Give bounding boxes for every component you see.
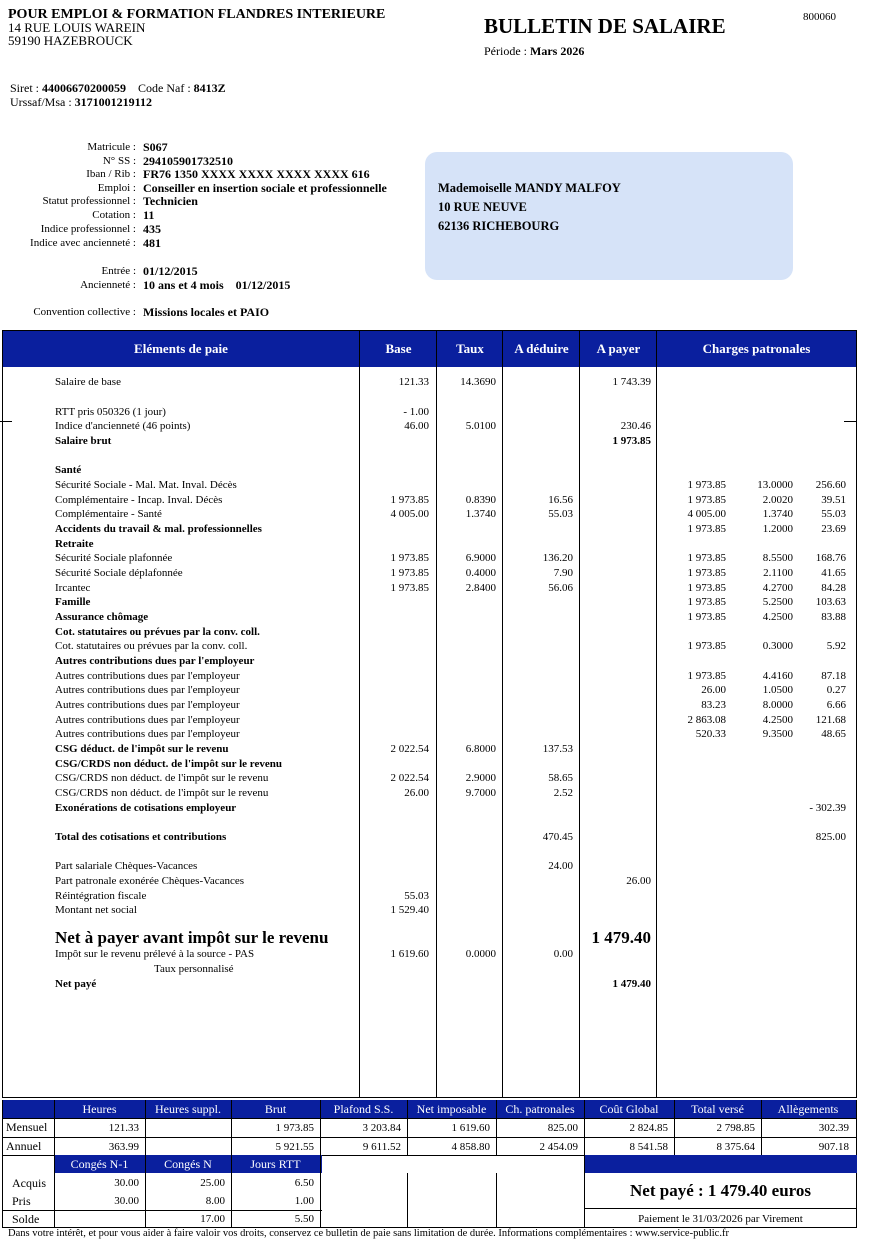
row-charge-montant: 103.63 bbox=[815, 596, 846, 608]
table-row bbox=[3, 639, 856, 653]
field-value: Technicien bbox=[143, 194, 198, 208]
period-label: Période : bbox=[484, 44, 527, 58]
row-label: Assurance chômage bbox=[55, 611, 149, 623]
row-label: Réintégration fiscale bbox=[55, 890, 147, 902]
header-payer: A payer bbox=[596, 341, 641, 356]
table-row bbox=[3, 669, 856, 683]
recipient-city: 62136 RICHEBOURG bbox=[438, 219, 560, 233]
row-taux: 9.7000 bbox=[465, 787, 496, 799]
header-taux: Taux bbox=[456, 341, 484, 356]
row-base: 2 022.54 bbox=[390, 772, 429, 784]
row-charge-montant: 55.03 bbox=[821, 508, 846, 520]
row-deduire: 0.00 bbox=[553, 948, 573, 960]
header-charges: Charges patronales bbox=[702, 341, 811, 356]
leave-acquis-value: 25.00 bbox=[200, 1177, 225, 1189]
leave-label-solde: Solde bbox=[12, 1212, 40, 1226]
annuel-value: 2 454.09 bbox=[539, 1141, 578, 1153]
row-taux: 0.4000 bbox=[465, 567, 496, 579]
leave-pris-value: 8.00 bbox=[205, 1195, 225, 1207]
row-label: Cot. statutaires ou prévues par la conv. coll. bbox=[55, 640, 248, 652]
row-deduire: 16.56 bbox=[548, 494, 573, 506]
convention-value: Missions locales et PAIO bbox=[143, 305, 270, 319]
row-label: Santé bbox=[55, 464, 82, 476]
row-charge-montant: 83.88 bbox=[821, 611, 846, 623]
row-charge-taux: 0.3000 bbox=[762, 640, 793, 652]
row-label: Part salariale Chèques-Vacances bbox=[55, 860, 198, 872]
row-base: 26.00 bbox=[404, 787, 429, 799]
row-charge-montant: 48.65 bbox=[821, 728, 846, 740]
row-charge-taux: 4.2500 bbox=[762, 611, 793, 623]
grid-line bbox=[2, 1118, 857, 1119]
table-row bbox=[3, 551, 856, 565]
row-label: Montant net social bbox=[55, 904, 137, 916]
row-charge-taux: 4.4160 bbox=[762, 670, 793, 682]
row-deduire: 58.65 bbox=[548, 772, 573, 784]
leave-solde-value: 17.00 bbox=[200, 1213, 225, 1225]
row-payer: 230.46 bbox=[620, 420, 651, 432]
row-label: Sécurité Sociale plafonnée bbox=[55, 552, 173, 564]
recipient-street: 10 RUE NEUVE bbox=[438, 200, 527, 214]
annuel-value: 4 858.80 bbox=[451, 1141, 490, 1153]
siret-value: 44006670200059 bbox=[42, 81, 126, 95]
row-charge-montant: 41.65 bbox=[821, 567, 846, 579]
grid-line bbox=[407, 1173, 408, 1227]
row-charge-montant: 23.69 bbox=[821, 523, 846, 535]
row-label: Famille bbox=[55, 596, 91, 608]
row-deduire: 137.53 bbox=[542, 743, 573, 755]
row-charge-taux: 13.0000 bbox=[757, 479, 793, 491]
row-charge-taux: 1.2000 bbox=[762, 523, 793, 535]
row-charge-montant: 256.60 bbox=[815, 479, 846, 491]
recipient-address-box bbox=[425, 152, 793, 280]
row-base: - 1.00 bbox=[403, 406, 429, 418]
field-value: 11 bbox=[143, 208, 155, 222]
row-label: CSG/CRDS non déduct. de l'impôt sur le revenu bbox=[55, 758, 282, 770]
row-charge-base: 1 973.85 bbox=[687, 670, 726, 682]
row-charge-taux: 5.2500 bbox=[762, 596, 793, 608]
row-deduire: 470.45 bbox=[542, 831, 573, 843]
row-label: Impôt sur le revenu prélevé à la source - PAS bbox=[55, 948, 255, 960]
table-row bbox=[3, 493, 856, 507]
summary-header-cell: Heures bbox=[82, 1102, 117, 1116]
row-payer: 26.00 bbox=[626, 875, 651, 887]
field-value: S067 bbox=[143, 140, 168, 154]
mensuel-value: 825.00 bbox=[547, 1122, 578, 1134]
grid-line bbox=[2, 1100, 3, 1228]
table-row bbox=[3, 566, 856, 580]
row-charge-taux: 2.1100 bbox=[763, 567, 793, 579]
table-row bbox=[3, 757, 856, 771]
grid-line bbox=[54, 1155, 55, 1227]
table-header bbox=[3, 331, 856, 367]
row-base: 1 529.40 bbox=[390, 904, 429, 916]
row-charge-base: 1 973.85 bbox=[687, 582, 726, 594]
footer-note: Dans votre intérêt, et pour vous aider à faire valoir vos droits, conservez ce bulletin de paie sans limitation de durée. Informations complémentaires : www.service-public.fr bbox=[8, 1228, 729, 1239]
table-row bbox=[3, 698, 856, 712]
document-title: BULLETIN DE SALAIRE bbox=[484, 14, 726, 38]
row-charge-taux: 1.0500 bbox=[762, 684, 793, 696]
field-label: Indice professionnel : bbox=[40, 223, 136, 235]
row-charge-montant: 87.18 bbox=[821, 670, 846, 682]
row-base: 121.33 bbox=[398, 376, 429, 388]
row-taux: 0.0000 bbox=[465, 948, 496, 960]
header-base: Base bbox=[385, 341, 412, 356]
siret-block bbox=[10, 81, 226, 109]
field-value: 481 bbox=[143, 236, 161, 250]
row-charge-montant: - 302.39 bbox=[809, 802, 846, 814]
row-charge-base: 1 973.85 bbox=[687, 552, 726, 564]
row-deduire: 56.06 bbox=[548, 582, 573, 594]
employer-name: POUR EMPLOI & FORMATION FLANDRES INTERIEURE bbox=[8, 7, 386, 22]
summary-header-cell: Plafond S.S. bbox=[333, 1102, 394, 1116]
employer-address2: 59190 HAZEBROUCK bbox=[8, 33, 133, 48]
recipient-name: Mademoiselle MANDY MALFOY bbox=[438, 181, 621, 195]
row-deduire: 55.03 bbox=[548, 508, 573, 520]
table-row bbox=[3, 962, 856, 976]
row-charge-montant: 0.27 bbox=[826, 684, 846, 696]
row-label: Sécurité Sociale déplafonnée bbox=[55, 567, 183, 579]
employer-address1: 14 RUE LOUIS WAREIN bbox=[8, 20, 146, 35]
grid-line bbox=[584, 1208, 857, 1209]
row-charge-taux: 4.2700 bbox=[762, 582, 793, 594]
row-charge-taux: 1.3740 bbox=[762, 508, 793, 520]
row-label: RTT pris 050326 (1 jour) bbox=[55, 406, 166, 418]
row-label: CSG déduct. de l'impôt sur le revenu bbox=[55, 743, 229, 755]
row-base: 2 022.54 bbox=[390, 743, 429, 755]
row-label: CSG/CRDS non déduct. de l'impôt sur le revenu bbox=[55, 787, 269, 799]
net-header-band bbox=[584, 1155, 857, 1173]
row-label-annuel: Annuel bbox=[6, 1139, 42, 1153]
table-row bbox=[3, 478, 856, 492]
row-charge-taux: 9.3500 bbox=[762, 728, 793, 740]
header-elements: Eléments de paie bbox=[134, 341, 228, 356]
row-charge-base: 1 973.85 bbox=[687, 611, 726, 623]
table-row bbox=[3, 874, 856, 888]
row-label: Salaire brut bbox=[55, 435, 112, 447]
row-label: Accidents du travail & mal. professionnelles bbox=[55, 523, 262, 535]
table-row bbox=[3, 859, 856, 873]
table-row bbox=[3, 625, 856, 639]
period bbox=[484, 44, 584, 59]
table-row bbox=[3, 581, 856, 595]
employee-block bbox=[0, 140, 440, 325]
row-payer: 1 743.39 bbox=[612, 376, 651, 388]
table-row bbox=[3, 786, 856, 800]
row-charge-base: 1 973.85 bbox=[687, 494, 726, 506]
row-label: Autres contributions dues par l'employeur bbox=[55, 684, 240, 696]
row-label: Autres contributions dues par l'employeur bbox=[55, 728, 240, 740]
table-row bbox=[3, 375, 856, 389]
field-label: Iban / Rib : bbox=[86, 168, 136, 180]
row-taux: 2.8400 bbox=[465, 582, 496, 594]
row-base: 1 973.85 bbox=[390, 552, 429, 564]
annuel-value: 363.99 bbox=[108, 1141, 139, 1153]
field-value: FR76 1350 XXXX XXXX XXXX XXXX 616 bbox=[143, 167, 370, 181]
field-value: 294105901732510 bbox=[143, 154, 233, 168]
summary-table bbox=[2, 1100, 857, 1228]
row-charge-base: 26.00 bbox=[701, 684, 726, 696]
table-row bbox=[3, 927, 856, 949]
row-charge-base: 1 973.85 bbox=[687, 479, 726, 491]
grid-line bbox=[320, 1155, 321, 1227]
entry-value: 01/12/2015 bbox=[143, 264, 198, 278]
row-taux: 0.8390 bbox=[465, 494, 496, 506]
row-charge-base: 1 973.85 bbox=[687, 640, 726, 652]
row-base: 1 619.60 bbox=[390, 948, 429, 960]
table-row bbox=[3, 522, 856, 536]
mensuel-value: 2 798.85 bbox=[716, 1122, 755, 1134]
field-label: Statut professionnel : bbox=[42, 195, 136, 207]
table-row bbox=[3, 801, 856, 815]
table-row bbox=[3, 742, 856, 756]
table-row bbox=[3, 830, 856, 844]
row-payer: 1 479.40 bbox=[612, 978, 651, 990]
row-charge-base: 520.33 bbox=[695, 728, 726, 740]
row-base: 1 973.85 bbox=[390, 567, 429, 579]
row-taux: 1.3740 bbox=[465, 508, 496, 520]
table-row bbox=[3, 654, 856, 668]
row-label-mensuel: Mensuel bbox=[6, 1120, 48, 1134]
payment-info: Paiement le 31/03/2026 par Virement bbox=[638, 1213, 803, 1225]
row-taux: 5.0100 bbox=[465, 420, 496, 432]
row-label: Part patronale exonérée Chèques-Vacances bbox=[55, 875, 245, 887]
row-base: 4 005.00 bbox=[390, 508, 429, 520]
table-row bbox=[3, 405, 856, 419]
summary-header-cell: Heures suppl. bbox=[155, 1102, 221, 1116]
row-label: Autres contributions dues par l'employeur bbox=[55, 714, 240, 726]
siret-label: Siret : bbox=[10, 81, 39, 95]
row-deduire: 2.52 bbox=[553, 787, 573, 799]
grid-line bbox=[2, 1137, 857, 1138]
row-charge-montant: 39.51 bbox=[821, 494, 846, 506]
row-charge-taux: 8.5500 bbox=[762, 552, 793, 564]
row-charge-taux: 4.2500 bbox=[762, 714, 793, 726]
field-label: Indice avec ancienneté : bbox=[30, 237, 136, 249]
row-charge-taux: 2.0020 bbox=[762, 494, 793, 506]
row-charge-montant: 84.28 bbox=[821, 582, 846, 594]
row-charge-montant: 168.76 bbox=[815, 552, 846, 564]
grid-line bbox=[145, 1100, 146, 1155]
table-row bbox=[3, 463, 856, 477]
row-charge-base: 4 005.00 bbox=[687, 508, 726, 520]
table-row bbox=[3, 610, 856, 624]
row-base: 46.00 bbox=[404, 420, 429, 432]
row-charge-taux: 8.0000 bbox=[762, 699, 793, 711]
row-label: CSG/CRDS non déduct. de l'impôt sur le revenu bbox=[55, 772, 269, 784]
leave-header-cell: Jours RTT bbox=[250, 1157, 301, 1171]
field-label: Cotation : bbox=[92, 209, 136, 221]
summary-header-cell: Ch. patronales bbox=[505, 1102, 575, 1116]
entry-label: Entrée : bbox=[101, 265, 136, 277]
header-deduire: A déduire bbox=[514, 341, 569, 356]
table-row bbox=[3, 889, 856, 903]
row-label: Autres contributions dues par l'employeur bbox=[55, 655, 255, 667]
row-charge-montant: 5.92 bbox=[826, 640, 846, 652]
row-base: 1 973.85 bbox=[390, 582, 429, 594]
mensuel-value: 1 619.60 bbox=[451, 1122, 490, 1134]
row-label: Autres contributions dues par l'employeur bbox=[55, 699, 240, 711]
seniority-value: 10 ans et 4 mois 01/12/2015 bbox=[143, 278, 291, 292]
leave-label-pris: Pris bbox=[12, 1194, 31, 1208]
leave-pris-value: 30.00 bbox=[114, 1195, 139, 1207]
annuel-value: 8 541.58 bbox=[629, 1141, 668, 1153]
row-label: Indice d'ancienneté (46 points) bbox=[55, 420, 191, 432]
row-taux: 2.9000 bbox=[465, 772, 496, 784]
mensuel-value: 1 973.85 bbox=[275, 1122, 314, 1134]
row-label: Sécurité Sociale - Mal. Mat. Inval. Décès bbox=[55, 479, 237, 491]
row-label: Retraite bbox=[55, 538, 94, 550]
leave-header-cell: Congés N bbox=[164, 1157, 212, 1171]
row-charge-base: 1 973.85 bbox=[687, 567, 726, 579]
table-row bbox=[3, 683, 856, 697]
annuel-value: 9 611.52 bbox=[362, 1141, 401, 1153]
field-label: Matricule : bbox=[87, 141, 136, 153]
leave-solde-value: 5.50 bbox=[294, 1213, 314, 1225]
row-label: Complémentaire - Santé bbox=[55, 508, 162, 520]
field-value: Conseiller en insertion sociale et professionnelle bbox=[143, 181, 387, 195]
annuel-value: 8 375.64 bbox=[716, 1141, 755, 1153]
employer-block bbox=[8, 8, 385, 47]
row-charge-base: 2 863.08 bbox=[687, 714, 726, 726]
row-base: 55.03 bbox=[404, 890, 429, 902]
document-number: 800060 bbox=[803, 11, 836, 23]
row-charge-montant: 121.68 bbox=[815, 714, 846, 726]
row-deduire: 136.20 bbox=[542, 552, 573, 564]
row-label: Exonérations de cotisations employeur bbox=[55, 802, 237, 814]
row-charge-base: 83.23 bbox=[701, 699, 726, 711]
net-paye-total: Net payé : 1 479.40 euros bbox=[630, 1181, 811, 1200]
mensuel-value: 302.39 bbox=[818, 1122, 849, 1134]
row-label: Cot. statutaires ou prévues par la conv. coll. bbox=[55, 626, 260, 638]
grid-line bbox=[496, 1173, 497, 1227]
mensuel-value: 2 824.85 bbox=[629, 1122, 668, 1134]
field-label: Emploi : bbox=[97, 182, 136, 194]
table-row bbox=[3, 771, 856, 785]
convention-label: Convention collective : bbox=[33, 306, 136, 318]
row-label: Net à payer avant impôt sur le revenu bbox=[55, 928, 329, 947]
table-row bbox=[3, 507, 856, 521]
row-deduire: 24.00 bbox=[548, 860, 573, 872]
row-charge-base: 1 973.85 bbox=[687, 596, 726, 608]
row-base: 1 973.85 bbox=[390, 494, 429, 506]
row-payer: 1 479.40 bbox=[591, 928, 651, 947]
table-row bbox=[3, 947, 856, 961]
summary-header-cell: Coût Global bbox=[599, 1102, 659, 1116]
leave-label-acquis: Acquis bbox=[12, 1176, 46, 1190]
row-label: Taux personnalisé bbox=[154, 963, 234, 975]
leave-acquis-value: 6.50 bbox=[294, 1177, 314, 1189]
row-label: Net payé bbox=[55, 978, 97, 990]
row-label: Autres contributions dues par l'employeur bbox=[55, 670, 240, 682]
row-label: Ircantec bbox=[55, 582, 91, 594]
leave-header-cell: Congés N-1 bbox=[70, 1157, 129, 1171]
seniority-label: Ancienneté : bbox=[80, 279, 136, 291]
row-label: Total des cotisations et contributions bbox=[55, 831, 227, 843]
row-label: Complémentaire - Incap. Inval. Décès bbox=[55, 494, 223, 506]
mensuel-value: 121.33 bbox=[108, 1122, 139, 1134]
row-payer: 1 973.85 bbox=[612, 435, 651, 447]
table-row bbox=[3, 595, 856, 609]
table-row bbox=[3, 419, 856, 433]
summary-header-cell: Net imposable bbox=[416, 1102, 487, 1116]
row-label: Salaire de base bbox=[55, 376, 121, 388]
row-taux: 6.8000 bbox=[465, 743, 496, 755]
row-taux: 6.9000 bbox=[465, 552, 496, 564]
naf-label: Code Naf : bbox=[138, 81, 191, 95]
table-row bbox=[3, 713, 856, 727]
urssaf-label: Urssaf/Msa : bbox=[10, 95, 72, 109]
field-label: N° SS : bbox=[102, 155, 136, 167]
row-charge-base: 1 973.85 bbox=[687, 523, 726, 535]
leave-pris-value: 1.00 bbox=[294, 1195, 314, 1207]
row-taux: 14.3690 bbox=[460, 376, 496, 388]
annuel-value: 5 921.55 bbox=[275, 1141, 314, 1153]
row-charge-montant: 6.66 bbox=[826, 699, 846, 711]
pay-elements-table bbox=[2, 330, 857, 1098]
row-deduire: 7.90 bbox=[553, 567, 573, 579]
mensuel-value: 3 203.84 bbox=[362, 1122, 401, 1134]
table-row bbox=[3, 434, 856, 448]
urssaf-value: 3171001219112 bbox=[74, 95, 153, 109]
table-row bbox=[3, 903, 856, 917]
field-value: 435 bbox=[143, 222, 161, 236]
table-row bbox=[3, 977, 856, 991]
summary-header-cell: Allègements bbox=[777, 1102, 839, 1116]
table-row bbox=[3, 537, 856, 551]
table-row bbox=[3, 727, 856, 741]
naf-value: 8413Z bbox=[193, 81, 226, 95]
leave-acquis-value: 30.00 bbox=[114, 1177, 139, 1189]
period-value: Mars 2026 bbox=[530, 44, 585, 58]
row-charge-montant: 825.00 bbox=[815, 831, 846, 843]
summary-header-cell: Brut bbox=[264, 1102, 287, 1116]
summary-header-cell: Total versé bbox=[691, 1102, 744, 1116]
annuel-value: 907.18 bbox=[818, 1141, 849, 1153]
